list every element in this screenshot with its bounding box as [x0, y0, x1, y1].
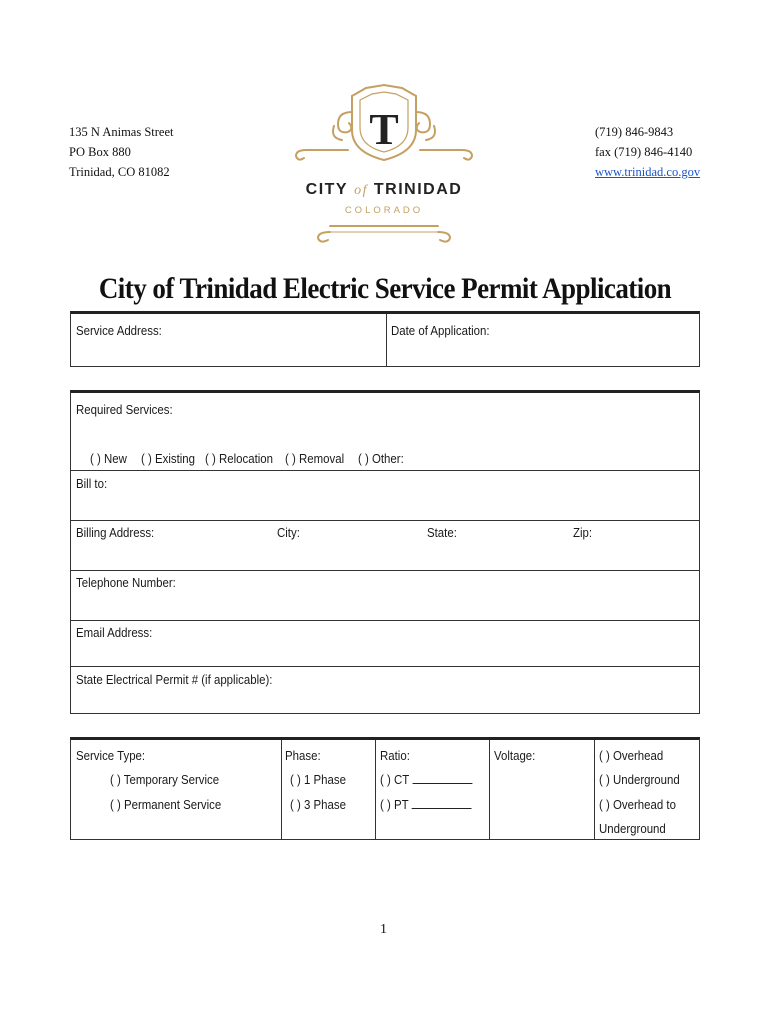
zip-field[interactable]: Zip:	[573, 525, 593, 540]
website-link[interactable]: www.trinidad.co.gov	[595, 165, 701, 179]
service-option-other[interactable]: ( ) Other:	[358, 451, 404, 466]
page-number: 1	[380, 922, 387, 937]
ratio-label: Ratio:	[380, 748, 410, 763]
phase-3-option[interactable]: ( ) 3 Phase	[290, 797, 346, 812]
service-option-existing[interactable]: ( ) Existing	[141, 451, 196, 466]
service-option-removal[interactable]: ( ) Removal	[285, 451, 345, 466]
logo-trinidad-word: TRINIDAD	[373, 181, 463, 198]
service-type-section	[70, 737, 700, 840]
required-services-label: Required Services:	[76, 402, 173, 417]
phase-1-option[interactable]: ( ) 1 Phase	[290, 772, 346, 787]
logo-city-word: CITY	[305, 181, 349, 198]
logo-state-word: COLORADO	[344, 205, 424, 216]
service-address-field[interactable]: Service Address:	[76, 323, 162, 338]
service-option-new[interactable]: ( ) New	[90, 451, 127, 466]
state-field[interactable]: State:	[427, 525, 457, 540]
temporary-service-option[interactable]: ( ) Temporary Service	[110, 772, 220, 787]
ct-blank[interactable]	[412, 772, 472, 784]
address-line-city: Trinidad, CO 81082	[69, 165, 170, 179]
telephone-field[interactable]: Telephone Number:	[76, 575, 176, 590]
date-of-application-field[interactable]: Date of Application:	[391, 323, 490, 338]
service-address-section	[70, 311, 700, 367]
voltage-field[interactable]: Voltage:	[494, 748, 536, 763]
service-type-label: Service Type:	[76, 748, 146, 763]
billing-address-field[interactable]: Billing Address:	[76, 525, 155, 540]
city-field[interactable]: City:	[277, 525, 300, 540]
pt-blank[interactable]	[412, 797, 472, 809]
overhead-to-underground-option[interactable]: ( ) Overhead to	[599, 797, 676, 812]
city-of-trinidad-logo	[286, 82, 482, 250]
overhead-option[interactable]: ( ) Overhead	[599, 748, 664, 763]
svg-text:CITY of TRINIDAD	[306, 181, 463, 198]
billing-section	[70, 390, 700, 714]
city-contact	[595, 122, 700, 182]
service-option-relocation[interactable]: ( ) Relocation	[205, 451, 274, 466]
email-field[interactable]: Email Address:	[76, 625, 153, 640]
pt-option[interactable]	[380, 797, 471, 812]
address-line-street: 135 N Animas Street	[69, 125, 174, 139]
logo-of-word: of	[354, 183, 368, 198]
underground-option[interactable]: ( ) Underground	[599, 772, 680, 787]
address-line-pobox: PO Box 880	[69, 145, 131, 159]
ct-option[interactable]	[380, 772, 472, 787]
overhead-to-underground-continued: Underground	[599, 821, 666, 836]
phase-label: Phase:	[285, 748, 321, 763]
fax-number: fax (719) 846-4140	[595, 145, 693, 159]
permanent-service-option[interactable]: ( ) Permanent Service	[110, 797, 222, 812]
logo-letter-t: T	[369, 105, 399, 154]
city-address	[69, 122, 174, 182]
phone-number: (719) 846-9843	[595, 125, 674, 139]
state-permit-field[interactable]: State Electrical Permit # (if applicable):	[76, 672, 273, 687]
pt-label: ( ) PT	[380, 797, 409, 812]
page-title: City of Trinidad Electric Service Permit Application	[98, 272, 672, 305]
ct-label: ( ) CT	[380, 772, 410, 787]
bill-to-field[interactable]: Bill to:	[76, 476, 108, 491]
